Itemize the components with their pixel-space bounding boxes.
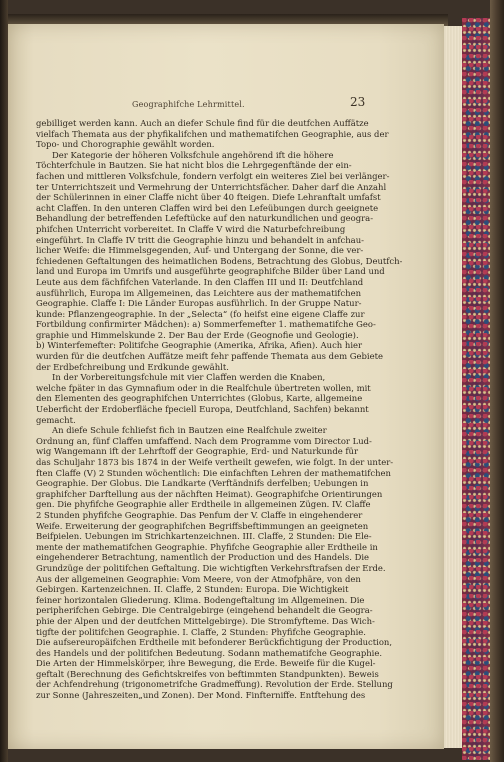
text-line: phifchen Unterricht vorbereitet. In Claffe V wird die Naturbefchreibung	[36, 223, 346, 234]
text-line: Geographie. Claffe I: Die Länder Europas ausführlich. In der Gruppe Natur-	[36, 298, 362, 309]
text-line: licher Weife: die Himmelsgegenden, Auf- und Untergang der Sonne, die ver-	[36, 245, 364, 256]
text-line: b) Winterfemefter: Politifche Geographie (Amerika, Afrika, Afien). Auch hier	[36, 340, 363, 351]
text-line: land und Europa im Umrifs und ausgeführte geographifche Bilder über Land und	[36, 266, 385, 277]
text-line: Topo- und Chorographie gewählt worden.	[36, 139, 215, 150]
text-line: Fortbildung confirmirter Mädchen): a) Sommerfemefter 1. mathematifche Geo-	[36, 319, 376, 330]
text-line: peripherifchen Gebirge. Die Centralgebirge (eingehend behandelt die Geogra-	[36, 605, 373, 616]
book-cover-edge	[490, 0, 504, 762]
text-line: Beifpielen. Uebungen im Strichkartenzeichnen. III. Claffe, 2 Stunden: Die Ele-	[36, 531, 372, 542]
text-line: Aus der allgemeinen Geographie: Vom Meere, von der Atmofphäre, von den	[36, 573, 361, 584]
text-line: Weife. Erweiterung der geographifchen Begriffsbeftimmungen an geeigneten	[36, 520, 369, 531]
text-line: Der Kategorie der höheren Volksfchule angehörend ift die höhere	[52, 149, 334, 160]
text-line: phie der Alpen und der deutfchen Mittelgebirge). Die Stromfyfteme. Das Wich-	[36, 615, 375, 626]
text-line: ter Unterrichtszeit und Vermehrung der Unterrichtsfächer. Daher darf die Anzahl	[36, 181, 387, 192]
running-head: Geographifche Lehrmittel.	[132, 100, 245, 109]
text-line: Behandlung der betreffenden Lefeftücke auf den naturkundlichen und geogra-	[36, 213, 374, 224]
text-line: vielfach Themata aus der phyfikalifchen und mathematifchen Geographie, aus der	[36, 128, 389, 139]
text-line: Die aufsereuropäifchen Erdtheile mit befonderer Berückfichtigung der Production,	[36, 637, 393, 648]
text-line: Ordnung an, fünf Claffen umfaffend. Nach dem Programme vom Director Lud-	[36, 435, 372, 446]
text-line: eingeführt. In Claffe IV tritt die Geographie hinzu und behandelt in anfchau-	[36, 234, 364, 245]
text-line: acht Claffen. In den unteren Claffen wird bei den Lefeübungen durch geeignete	[36, 202, 379, 213]
text-line: graphifcher Darftellung aus der nächften Heimat). Geographifche Orientirungen	[36, 488, 383, 499]
text-line: wurden für die deutfchen Auffätze meift fehr paffende Themata aus dem Gebiete	[36, 351, 383, 362]
text-line: kunde: Pflanzengeographie. In der „Selecta“ (fo heifst eine eigene Claffe zur	[36, 308, 365, 319]
page-number: 23	[350, 95, 366, 109]
text-line: Töchterfchule in Bautzen. Sie hat nicht blos die Lehrgegenftände der ein-	[36, 160, 352, 171]
text-line: mente der mathematifchen Geographie. Phyfifche Geographie aller Erdtheile in	[36, 541, 378, 552]
text-line: das Schuljahr 1873 bis 1874 in der Weife vertheilt gewefen, wie folgt. In der unter-	[36, 457, 394, 467]
text-line: gen. Die phyfifche Geographie aller Erdtheile in allgemeinen Zügen. IV. Claffe	[36, 499, 371, 510]
text-line: gemacht.	[36, 414, 76, 425]
text-line: des Handels und der politifchen Bedeutung. Sodann mathematifche Geographie.	[36, 647, 383, 658]
text-line: Ueberficht der Erdoberfläche fpeciell Europa, Deutfchland, Sachfen) bekannt	[36, 404, 369, 415]
text-line: tigfte der politifchen Geographie. I. Claffe, 2 Stunden: Phyfifche Geographie.	[36, 626, 366, 637]
text-line: der Schülerinnen in einer Claffe nicht über 40 fteigen. Diefe Lehranftalt umfafst	[36, 192, 381, 203]
text-line: gebilliget werden kann. Auch an diefer Schule find für die deutfchen Auffätze	[36, 118, 369, 128]
text-line: ften Claffe (V) 2 Stunden wöchentlich: Die einfachften Lehren der mathematifchen	[36, 467, 391, 478]
text-line: geftalt (Berechnung des Gefichtskreifes von beftimmten Standpunkten). Beweis	[36, 668, 379, 679]
text-line: wig Wangemann ift der Lehrftoff der Geographie, Erd- und Naturkunde für	[36, 446, 358, 457]
text-line: Grundzüge der politifchen Geftaltung. Die wichtigften Verkehrsftrafsen der Erde.	[36, 562, 386, 573]
text-line: Die Arten der Himmelskörper, ihre Bewegung, die Erde. Beweife für die Kugel-	[36, 658, 376, 669]
book-cover-left	[0, 0, 8, 762]
text-line: Gebirgen. Kartenzeichnen. II. Claffe, 2 Stunden: Europa. Die Wichtigkeit	[36, 584, 349, 595]
text-line: ausführlich, Europa im Allgemeinen, das Leichtere aus der mathematifchen	[36, 287, 362, 298]
text-line: graphie und Himmelskunde 2. Der Bau der Erde (Geognofie und Geologie).	[36, 329, 359, 340]
text-line: feiner horizontalen Gliederung. Klima. Bodengeftaltung im Allgemeinen. Die	[36, 594, 365, 605]
text-line: den Elementen des geographifchen Unterrichtes (Globus, Karte, allgemeine	[36, 393, 363, 404]
text-line: fchiedenen Geftaltungen des heimatlichen Bodens, Betrachtung des Globus, Deutfch-	[36, 255, 403, 266]
text-line: eingehenderer Betrachtung, namentlich der Production und des Handels. Die	[36, 552, 370, 563]
text-line: Geographie. Der Globus. Die Landkarte (Verftändnifs derfelben; Uebungen in	[36, 478, 369, 489]
marbled-cover	[462, 18, 492, 760]
body-text	[36, 118, 428, 701]
text-line: An diefe Schule fchliefst fich in Bautzen eine Realfchule zweiter	[52, 425, 327, 436]
page-fore-edge	[444, 26, 462, 748]
text-line: 2 Stunden phyfifche Geographie. Das Penfum der V. Claffe in eingehenderer	[36, 509, 363, 520]
text-line: fachen und mittleren Volksfchule, fondern verfolgt ein weiteres Ziel bei verlänger-	[36, 170, 390, 181]
text-line: der Erdbefchreibung und Erdkunde gewählt.	[36, 361, 229, 372]
text-line: zur Sonne (Jahreszeiten„und Zonen). Der Mond. Finfterniffe. Entftehung des	[36, 690, 366, 701]
text-line: Leute aus dem fächfifchen Vaterlande. In den Claffen III und II: Deutfchland	[36, 276, 364, 287]
text-line: In der Vorbereitungsfchule mit vier Claffen werden die Knaben,	[52, 372, 326, 383]
text-line: der Achfendrehung (trigonometrifche Gradmeffung). Revolution der Erde. Stellung	[36, 679, 393, 690]
text-line: welche fpäter in das Gymnafium oder in die Realfchule übertreten wollen, mit	[36, 382, 371, 393]
